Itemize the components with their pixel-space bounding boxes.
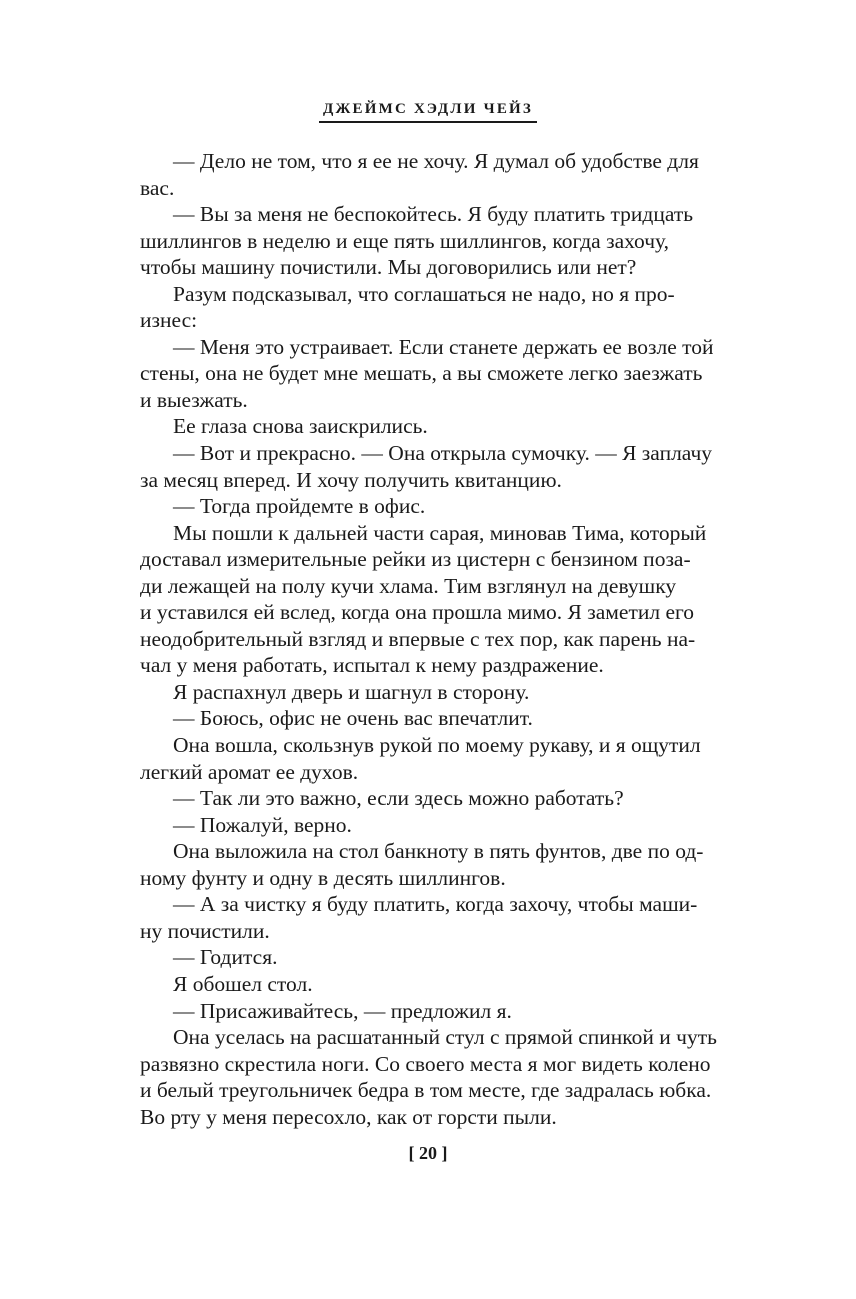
text-line: — Пожалуй, верно. (173, 812, 352, 837)
text-line: ди лежащей на полу кучи хлама. Тим взглянул на девушку (140, 573, 677, 598)
text-line: развязно скрестила ноги. Со своего места я мог видеть колено (140, 1051, 711, 1076)
text-line: Я обошел стол. (173, 971, 313, 996)
text-line: ну почистили. (140, 918, 270, 943)
text-line: Она уселась на расшатанный стул с прямой спинкой и чуть (173, 1025, 717, 1050)
text-line: и белый треугольничек бедра в том месте, где задралась юбка. (140, 1078, 712, 1103)
text-line: Ее глаза снова заискрились. (173, 414, 428, 439)
text-line: Мы пошли к дальней части сарая, миновав Тима, который (173, 520, 707, 545)
text-line: шиллингов в неделю и еще пять шиллингов, когда захочу, (140, 228, 670, 253)
text-line: неодобрительный взгляд и впервые с тех пор, как парень на- (140, 626, 696, 651)
text-line: — Дело не том, что я ее не хочу. Я думал об удобстве для (173, 149, 699, 173)
text-line: Разум подсказывал, что соглашаться не надо, но я про- (173, 281, 675, 306)
text-line: ному фунту и одну в десять шиллингов. (140, 865, 506, 890)
text-line: — Боюсь, офис не очень вас впечатлит. (173, 706, 533, 731)
text-line: — Вы за меня не беспокойтесь. Я буду платить тридцать (173, 202, 694, 227)
text-line: — Годится. (173, 945, 278, 970)
text-line: чтобы машину почистили. Мы договорились или нет? (140, 255, 637, 280)
text-line: чал у меня работать, испытал к нему раздражение. (140, 653, 604, 678)
text-line: доставал измерительные рейки из цистерн с бензином поза- (140, 547, 691, 572)
text-line: вас. (140, 175, 175, 200)
running-head (0, 100, 856, 123)
text-line: — Так ли это важно, если здесь можно работать? (173, 786, 624, 811)
text-line: и выезжать. (140, 387, 248, 412)
running-head-title: ДЖЕЙМС ХЭДЛИ ЧЕЙЗ (319, 101, 537, 123)
text-line: и уставился ей вслед, когда она прошла мимо. Я заметил его (140, 600, 695, 625)
text-line: Она вошла, скользнув рукой по моему рукаву, и я ощутил (173, 733, 701, 758)
text-line: — Тогда пройдемте в офис. (173, 494, 426, 519)
text-line: Она выложила на стол банкноту в пять фунтов, две по од- (173, 839, 704, 864)
text-line: — Меня это устраивает. Если станете держать ее возле той (173, 334, 714, 359)
text-line: — Присаживайтесь, — предложил я. (173, 998, 512, 1023)
body-text (140, 148, 756, 1130)
text-line: — А за чистку я буду платить, когда захочу, чтобы маши- (173, 892, 698, 917)
text-line: стены, она не будет мне мешать, а вы сможете легко заезжать (140, 361, 703, 386)
text-line: за месяц вперед. И хочу получить квитанцию. (140, 467, 562, 492)
text-line: изнес: (140, 308, 198, 333)
page-number: [ 20 ] (408, 1143, 448, 1163)
text-line: легкий аромат ее духов. (140, 759, 359, 784)
text-line: — Вот и прекрасно. — Она открыла сумочку. — Я заплачу (173, 441, 713, 466)
text-line: Я распахнул дверь и шагнул в сторону. (173, 679, 530, 704)
text-line: Во рту у меня пересохло, как от горсти пыли. (140, 1104, 557, 1129)
